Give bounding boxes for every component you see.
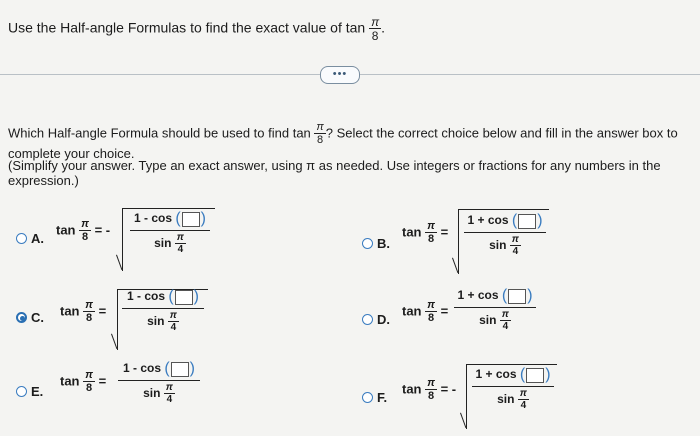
choice-e-letter: E. [31,384,44,399]
frac-den: 4 [500,320,511,332]
more-button[interactable]: ••• [320,66,360,84]
frac-num: π [85,369,93,381]
choice-c-fraction [122,288,204,333]
choice-d-answer-box[interactable] [508,289,526,304]
frac-num: π [176,232,184,243]
numerator-text: 1 - cos [122,361,161,376]
frac-top [464,212,546,230]
sin-label: sin [479,313,497,328]
frac-top [472,366,554,384]
prompt-text [8,122,692,162]
sin-label: sin [489,238,507,253]
title-frac-den: 8 [369,28,381,42]
equals-sign: = [440,224,449,240]
lhs-fraction [79,219,91,243]
choice-b-radio[interactable] [362,238,373,249]
frac-den: 4 [175,243,186,255]
frac-den: 8 [83,381,95,394]
title-period: . [381,19,386,36]
question-title [8,16,385,42]
frac-den: 4 [164,393,175,405]
frac-num: π [511,234,519,245]
choice-f-fraction [472,366,554,411]
question-text: Use the Half-angle Formulas to find the exact value of tan [8,19,366,36]
frac-den: 4 [518,399,529,411]
choice-a-letter: A. [31,231,44,246]
numerator-text: 1 + cos [475,367,517,382]
frac-bar [472,386,554,387]
choice-b-letter: B. [377,236,390,251]
paren: ) [193,288,199,305]
prompt-frac-den: 8 [314,133,325,146]
choice-f-letter: F. [377,390,388,405]
frac-bar [130,230,210,231]
numerator-text: 1 + cos [467,213,509,228]
frac-num: π [81,218,89,230]
paren: ( [511,212,518,229]
choice-b-fraction [464,212,546,257]
paren: ( [164,360,170,377]
prompt-frac-num: π [316,121,324,133]
choice-c-lhs [60,300,106,324]
lhs-fraction [425,221,437,245]
title-fraction [369,16,381,42]
choice-e-radio[interactable] [16,386,27,397]
choice-e-lhs [60,370,106,394]
choice-d-fraction [454,287,536,332]
frac-bottom [118,383,200,405]
paren: ) [200,210,206,227]
title-frac-num: π [371,15,380,29]
choice-d-letter: D. [377,312,390,327]
choice-c-radio[interactable] [16,312,27,323]
sin-label: sin [497,392,515,407]
frac-num: π [85,299,93,311]
tan-label: tan [56,222,76,238]
sin-fraction [518,389,529,411]
paren: ) [545,366,551,383]
equals-sign: = - [440,381,457,397]
choice-d-radio[interactable] [362,314,373,325]
paren: ) [537,212,543,229]
frac-num: π [169,310,177,321]
frac-num: π [427,377,435,389]
choice-f-answer-box[interactable] [526,368,544,383]
frac-den: 8 [83,311,95,324]
choice-f-radio[interactable] [362,392,373,403]
tan-label: tan [402,381,422,397]
choice-a-lhs [56,219,110,243]
frac-num: π [519,388,527,399]
frac-num: π [165,382,173,393]
frac-num: π [501,309,509,320]
choice-d-lhs [402,300,448,324]
instructions: (Simplify your answer. Type an exact answer, using π as needed. Use integers or fractions for any numbers in the expression.) [8,158,661,188]
sin-fraction [510,235,521,257]
frac-num: π [427,220,435,232]
tan-label: tan [60,373,80,389]
prompt-part1: Which Half-angle Formula should be used to find tan [8,125,311,141]
sin-fraction [164,383,175,405]
prompt-fraction [314,122,325,146]
frac-top [454,287,536,305]
choice-e-fraction [118,360,200,405]
sin-fraction [168,311,179,333]
frac-bar [122,308,204,309]
frac-bottom [130,233,210,255]
frac-top [130,210,210,228]
choice-a-radio[interactable] [16,233,27,244]
choice-b-answer-box[interactable] [518,214,536,229]
paren: ( [175,210,181,227]
frac-den: 8 [425,311,437,324]
frac-top [118,360,200,378]
frac-num: π [427,299,435,311]
choice-c-letter: C. [31,310,44,325]
paren: ( [519,366,526,383]
numerator-text: 1 - cos [133,211,172,226]
equals-sign: = [440,303,449,319]
paren: ( [501,287,508,304]
numerator-text: 1 + cos [457,288,499,303]
frac-top [122,288,204,306]
equals-sign: = - [94,222,111,238]
equals-sign: = [98,303,107,319]
frac-bottom [454,310,536,332]
frac-bottom [464,235,546,257]
frac-den: 4 [168,321,179,333]
frac-den: 8 [425,232,437,245]
frac-bottom [122,311,204,333]
frac-bar [118,380,200,381]
equals-sign: = [98,373,107,389]
lhs-fraction [83,300,95,324]
sin-label: sin [143,386,161,401]
lhs-fraction [83,370,95,394]
tan-label: tan [402,303,422,319]
sin-fraction [500,310,511,332]
frac-den: 8 [425,389,437,402]
choice-a-answer-box[interactable] [182,212,200,227]
sin-label: sin [147,314,165,329]
paren: ) [189,360,195,377]
sin-fraction [175,233,186,255]
choice-b-lhs [402,221,448,245]
choice-c-answer-box[interactable] [175,290,193,305]
choice-f-lhs [402,378,456,402]
choice-a-fraction [130,210,210,255]
numerator-text: 1 - cos [126,289,165,304]
prompt-part2: ? Select the correct choice below and fill in the answer box to complete your choice. [8,125,678,161]
frac-bottom [472,389,554,411]
sin-label: sin [154,236,172,251]
tan-label: tan [402,224,422,240]
frac-den: 8 [79,230,91,243]
choice-e-answer-box[interactable] [171,362,189,377]
lhs-fraction [425,378,437,402]
frac-bar [454,307,536,308]
frac-bar [464,232,546,233]
paren: ) [527,287,533,304]
lhs-fraction [425,300,437,324]
frac-den: 4 [510,245,521,257]
paren: ( [168,288,174,305]
tan-label: tan [60,303,80,319]
